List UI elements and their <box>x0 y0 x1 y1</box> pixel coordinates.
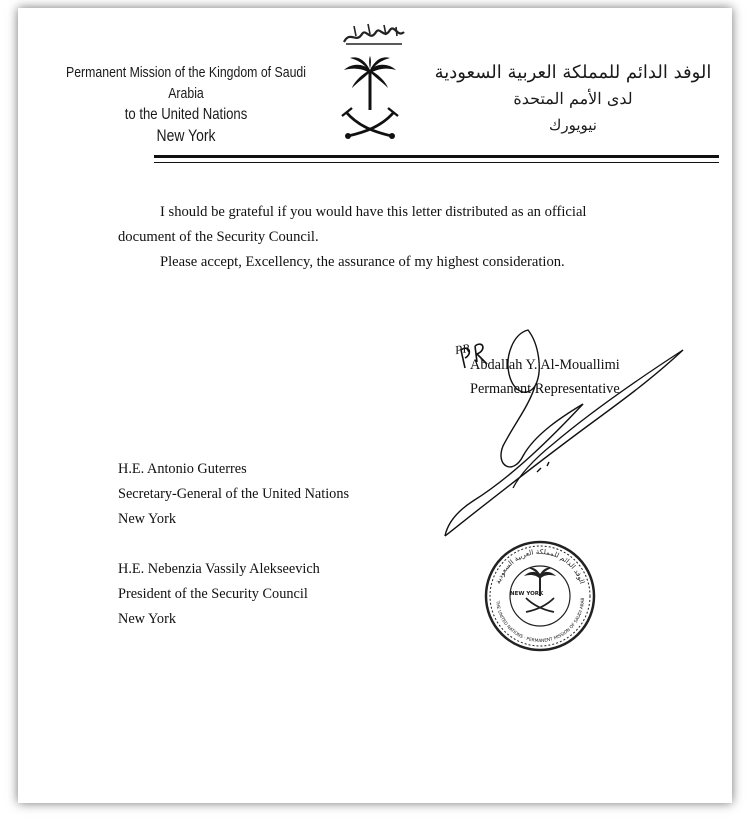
letterhead-rule-thin <box>154 162 719 163</box>
body-paragraph-1-line-1: I should be grateful if you would have this letter distributed as an official <box>160 204 587 220</box>
basmala-calligraphy <box>340 20 408 48</box>
body-paragraph-1-line-2: document of the Security Council. <box>118 229 319 245</box>
seal-center-text: NEW YORK <box>510 591 544 597</box>
recipient-2-name: H.E. Nebenzia Vassily Alekseevich <box>118 561 320 577</box>
signatory-title: Permanent Representative <box>470 381 620 397</box>
recipient-1-title: Secretary-General of the United Nations <box>118 486 350 502</box>
letter-body <box>118 200 638 275</box>
letterhead-ar-line-1: الوفد الدائم للمملكة العربية السعودية <box>434 62 712 83</box>
official-seal-stamp <box>482 538 598 654</box>
body-paragraph-2: Please accept, Excellency, the assurance of my highest consideration. <box>160 254 565 270</box>
recipient-2-city: New York <box>118 611 176 627</box>
letterhead-ar-line-2: لدى الأمم المتحدة <box>513 89 633 108</box>
letterhead-en-line-3: New York <box>156 126 216 145</box>
saudi-emblem-icon <box>340 56 400 142</box>
recipient-2 <box>118 557 478 632</box>
recipient-1-name: H.E. Antonio Guterres <box>118 461 247 477</box>
signatory-name: Abdallah Y. Al-Mouallimi <box>470 357 620 373</box>
letterhead-rule-thick <box>154 155 719 158</box>
seal-top-arc-text: الوفد الدائم للمملكة العربية السعودية <box>493 547 587 585</box>
letterhead-arabic <box>433 60 713 138</box>
recipient-1-city: New York <box>118 511 176 527</box>
letterhead-ar-line-3: نيويورك <box>549 116 597 134</box>
recipient-2-title: President of the Security Council <box>118 586 308 602</box>
letterhead-english <box>55 62 317 146</box>
letter-page <box>18 8 732 803</box>
signature-block <box>470 353 720 401</box>
signature-initials: PR <box>453 340 471 358</box>
letterhead-en-line-1: Permanent Mission of the Kingdom of Saudi Arabia <box>65 64 306 102</box>
letterhead-en-line-2: to the United Nations <box>124 106 248 123</box>
seal-bottom-arc-text: THE UNITED NATIONS · PERMANENT MISSION OF SAUDI ARAB <box>494 597 587 645</box>
recipient-1 <box>118 457 478 532</box>
